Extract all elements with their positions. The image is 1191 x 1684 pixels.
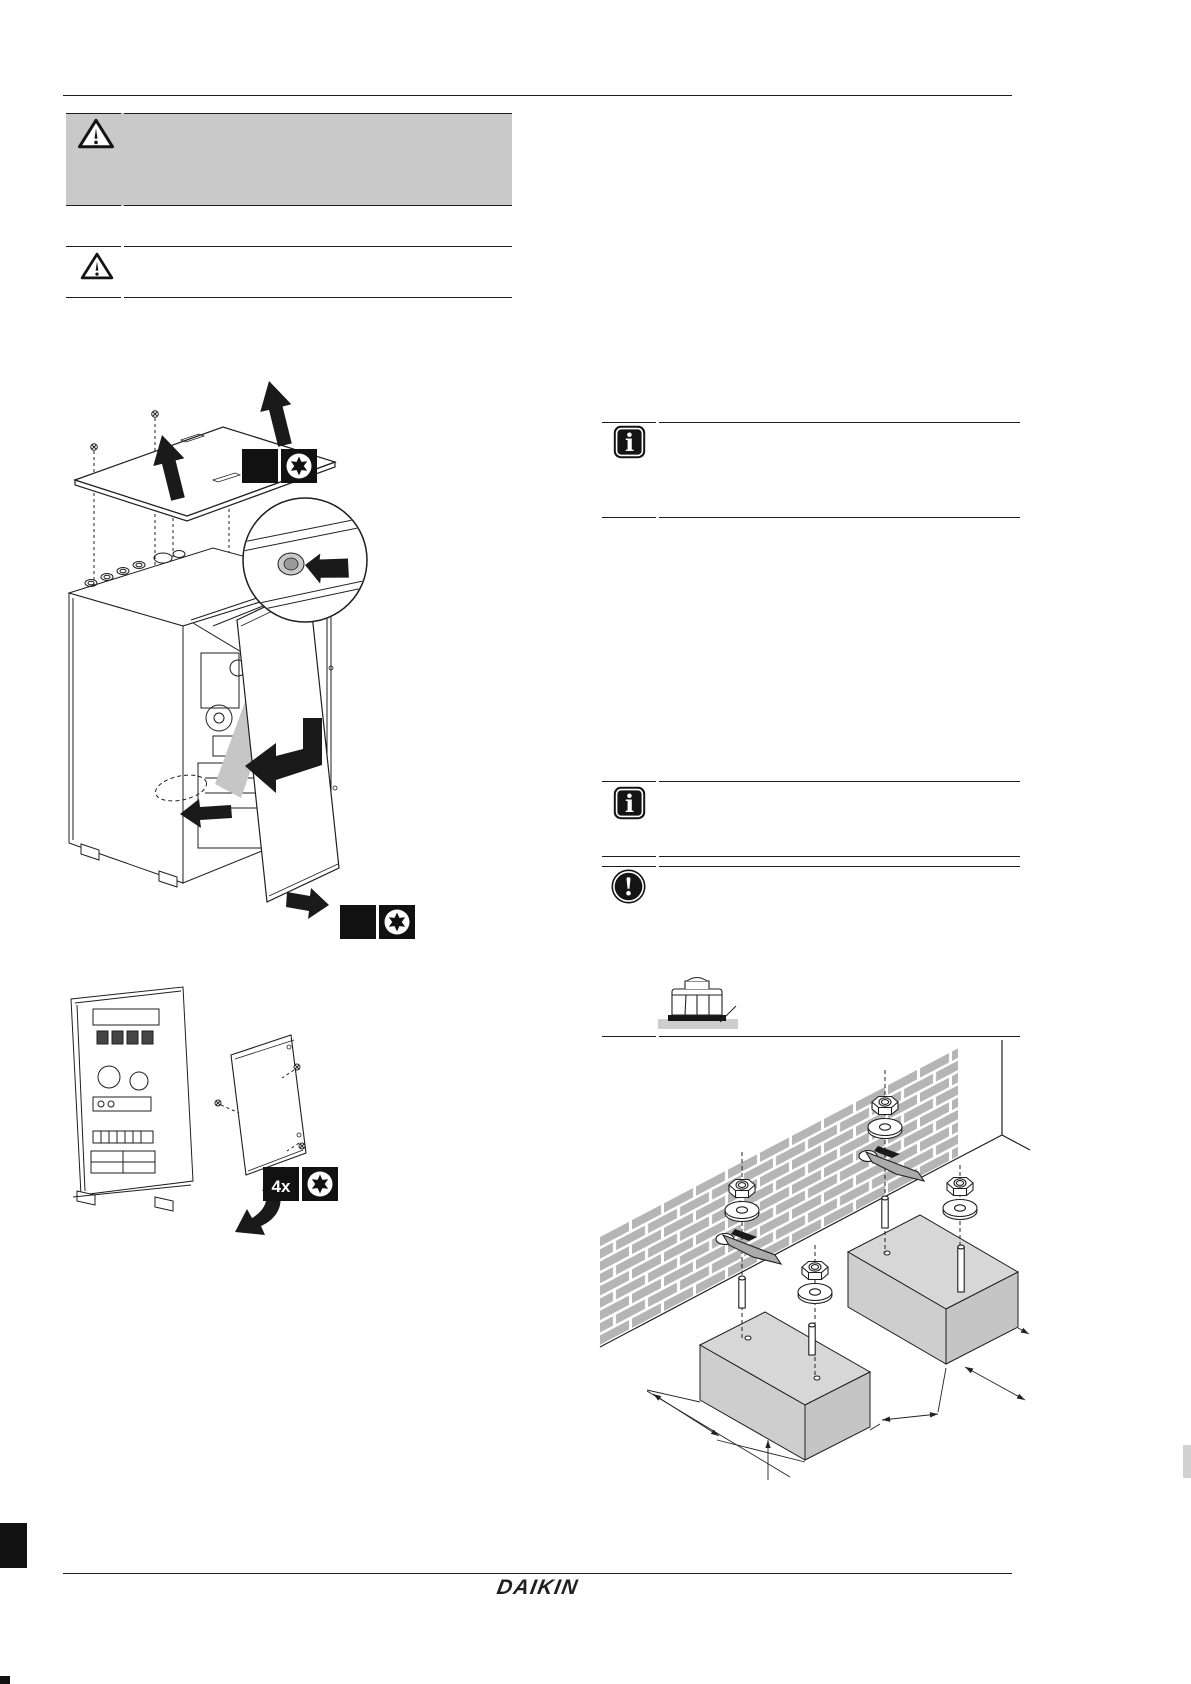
warning-top-rule-b [124, 113, 512, 114]
detail-circle [243, 498, 368, 622]
caution-bottom-rule-b [124, 297, 512, 298]
info2-bottom-rule-a [602, 856, 656, 857]
footer-brand [63, 1576, 1012, 1600]
notice-icon [611, 869, 646, 904]
hex-nut [872, 1097, 898, 1115]
caution-bottom-rule-a [66, 297, 121, 298]
slide-arrow-icon [286, 888, 329, 919]
corner-print-mark [0, 1676, 10, 1684]
side-index-tab [0, 1523, 27, 1568]
notice-top-rule-b [659, 866, 1020, 867]
warning-top-rule-a [66, 113, 121, 114]
warning-callout [66, 113, 512, 206]
info2-top-rule-a [602, 781, 656, 782]
screw-badge-switchbox [263, 1167, 338, 1201]
page-edge-shadow [1183, 1445, 1191, 1478]
footer-rule [63, 1573, 1012, 1574]
info1-top-rule-a [602, 422, 656, 423]
notice-bottom-rule-a [602, 1036, 656, 1037]
caution-top-rule-b [124, 246, 512, 247]
daikin-logo: DAIKIN [494, 1576, 581, 1599]
figure-switchbox-cover [63, 985, 340, 1240]
hex-nut [729, 1180, 755, 1198]
svg-text:4x: 4x [271, 1177, 291, 1196]
washer [798, 1284, 832, 1304]
washer [868, 1119, 902, 1139]
svg-text:i: i [624, 428, 635, 457]
threaded-rod [882, 1196, 888, 1228]
washer [943, 1200, 977, 1220]
warning-triangle-icon [80, 251, 114, 281]
notice-top-rule-a [602, 866, 656, 867]
screw-badge-front-panel [340, 905, 415, 939]
washer [725, 1202, 759, 1222]
threaded-rod [739, 1276, 745, 1308]
warning-bottom-rule-a [66, 205, 121, 206]
info1-top-rule-b [659, 422, 1020, 423]
threaded-rod [958, 1245, 964, 1292]
concrete-block-right [848, 1215, 1018, 1364]
torx-screw-icon [379, 905, 415, 939]
hex-nut [802, 1262, 828, 1280]
warning-triangle-icon [77, 117, 115, 150]
page-top-rule [63, 95, 1012, 96]
info-icon [613, 425, 646, 459]
figure-wall-anchoring [555, 1040, 1030, 1480]
figure-panel-removal [63, 368, 535, 945]
switchbox-cover-panel [231, 1035, 306, 1175]
torx-screw-icon [302, 1167, 338, 1201]
unit-lower-cabinet [71, 987, 193, 1211]
info1-bottom-rule-a [602, 517, 656, 518]
info1-bottom-rule-b [659, 517, 1020, 518]
info-icon [613, 786, 646, 820]
notice-bottom-rule-b [659, 1036, 1020, 1037]
figure-mounting-foot [648, 975, 748, 1035]
caution-top-rule-a [66, 246, 121, 247]
warning-bottom-rule-b [124, 205, 512, 206]
hex-nut [947, 1178, 973, 1196]
threaded-rod [809, 1323, 815, 1355]
info2-top-rule-b [659, 781, 1020, 782]
info2-bottom-rule-b [659, 856, 1020, 857]
svg-text:i: i [624, 789, 635, 818]
torx-screw-icon [281, 449, 317, 483]
